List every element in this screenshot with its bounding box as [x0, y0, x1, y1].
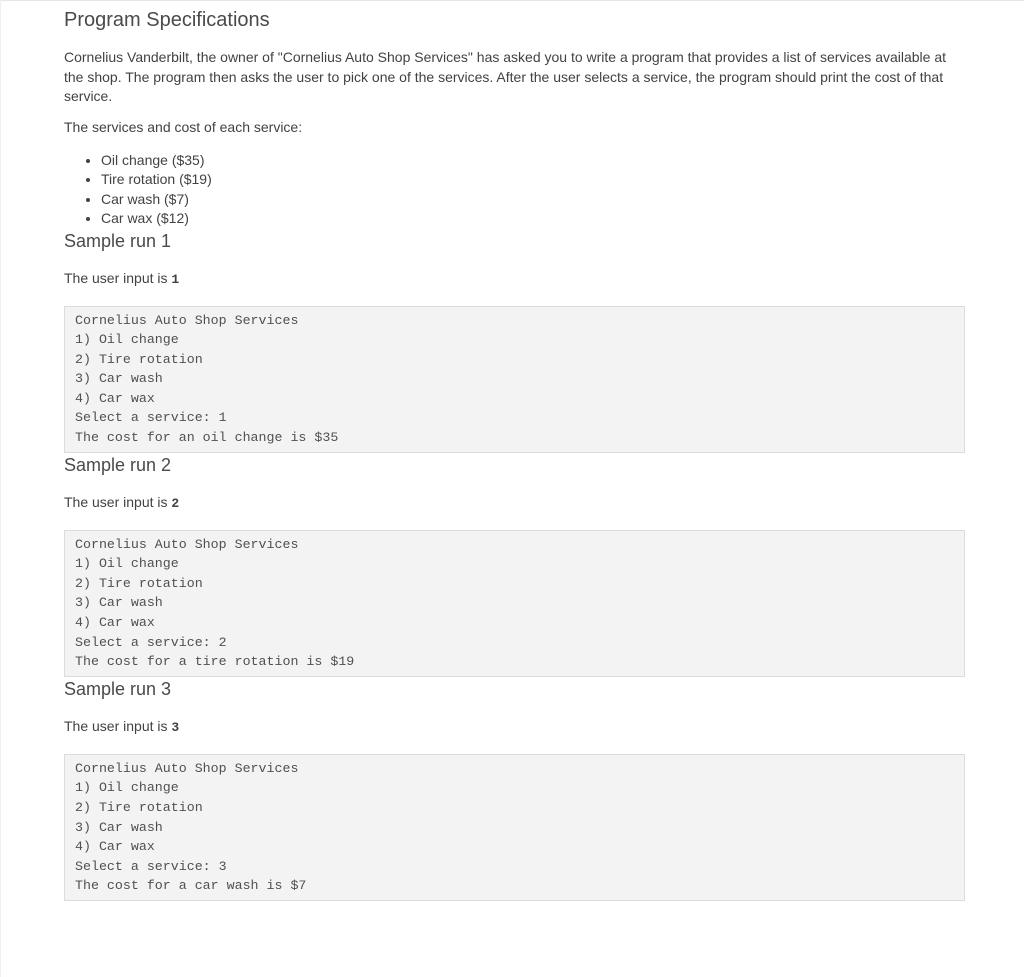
output-line: 2) Tire rotation	[75, 351, 203, 367]
sample-run-2-title: Sample run 2	[64, 454, 172, 475]
sample-run-3-user-input	[64, 717, 967, 737]
service-item: • Oil change ($35)	[101, 151, 967, 171]
user-input-value: 1	[171, 271, 180, 287]
service-item: • Car wax ($12)	[101, 209, 967, 229]
output-line: 1) Oil change	[75, 556, 179, 572]
page-left-border	[0, 0, 1, 977]
sample-run-1-title: Sample run 1	[64, 230, 172, 251]
document-content	[64, 6, 967, 901]
output-line: Cornelius Auto Shop Services	[75, 760, 299, 776]
output-line: 3) Car wash	[75, 595, 163, 611]
output-line: 4) Car wax	[75, 839, 155, 855]
user-input-value: 3	[171, 719, 180, 735]
output-line: Cornelius Auto Shop Services	[75, 312, 299, 328]
user-input-value: 2	[171, 495, 180, 511]
output-line: 1) Oil change	[75, 332, 179, 348]
output-line: 3) Car wash	[75, 819, 163, 835]
output-line: 4) Car wax	[75, 390, 155, 406]
services-heading: The services and cost of each service:	[64, 118, 303, 135]
output-line: 2) Tire rotation	[75, 575, 203, 591]
output-line: 2) Tire rotation	[75, 800, 203, 815]
output-line: The cost for a tire rotation is $19	[75, 654, 355, 670]
output-line: Select a service: 2	[75, 634, 227, 650]
intro-paragraph: Cornelius Vanderbilt, the owner of "Cornelius Auto Shop Services" has asked you to write a program that provides a list of services available at the shop. The program then asks the user to pick one of the services. After the user selects a service, the program should print the cost of that service.	[64, 49, 947, 104]
output-line: 3) Car wash	[75, 371, 163, 387]
sample-run-1-user-input	[64, 269, 967, 289]
sample-run-2-output	[64, 530, 965, 677]
output-line: Cornelius Auto Shop Services	[75, 536, 299, 552]
output-line: 4) Car wax	[75, 615, 155, 631]
services-list	[64, 151, 967, 229]
page-top-border	[0, 0, 1024, 1]
sample-run-3-output	[64, 754, 965, 901]
user-input-label: The user input is	[64, 493, 168, 510]
service-item: • Tire rotation ($19)	[101, 170, 967, 190]
service-item: • Car wash ($7)	[101, 190, 967, 210]
sample-run-1-output	[64, 306, 965, 453]
output-line: 1) Oil change	[75, 780, 179, 796]
page-title: Program Specifications	[64, 9, 270, 31]
sample-run-2-user-input	[64, 493, 967, 513]
sample-run-3-title: Sample run 3	[64, 678, 172, 699]
output-line: The cost for an oil change is $35	[75, 430, 339, 446]
output-line: Select a service: 1	[75, 410, 227, 426]
user-input-label: The user input is	[64, 717, 168, 734]
user-input-label: The user input is	[64, 269, 168, 286]
output-line: The cost for a car wash is $7	[75, 878, 307, 894]
output-line: Select a service: 3	[75, 858, 227, 874]
